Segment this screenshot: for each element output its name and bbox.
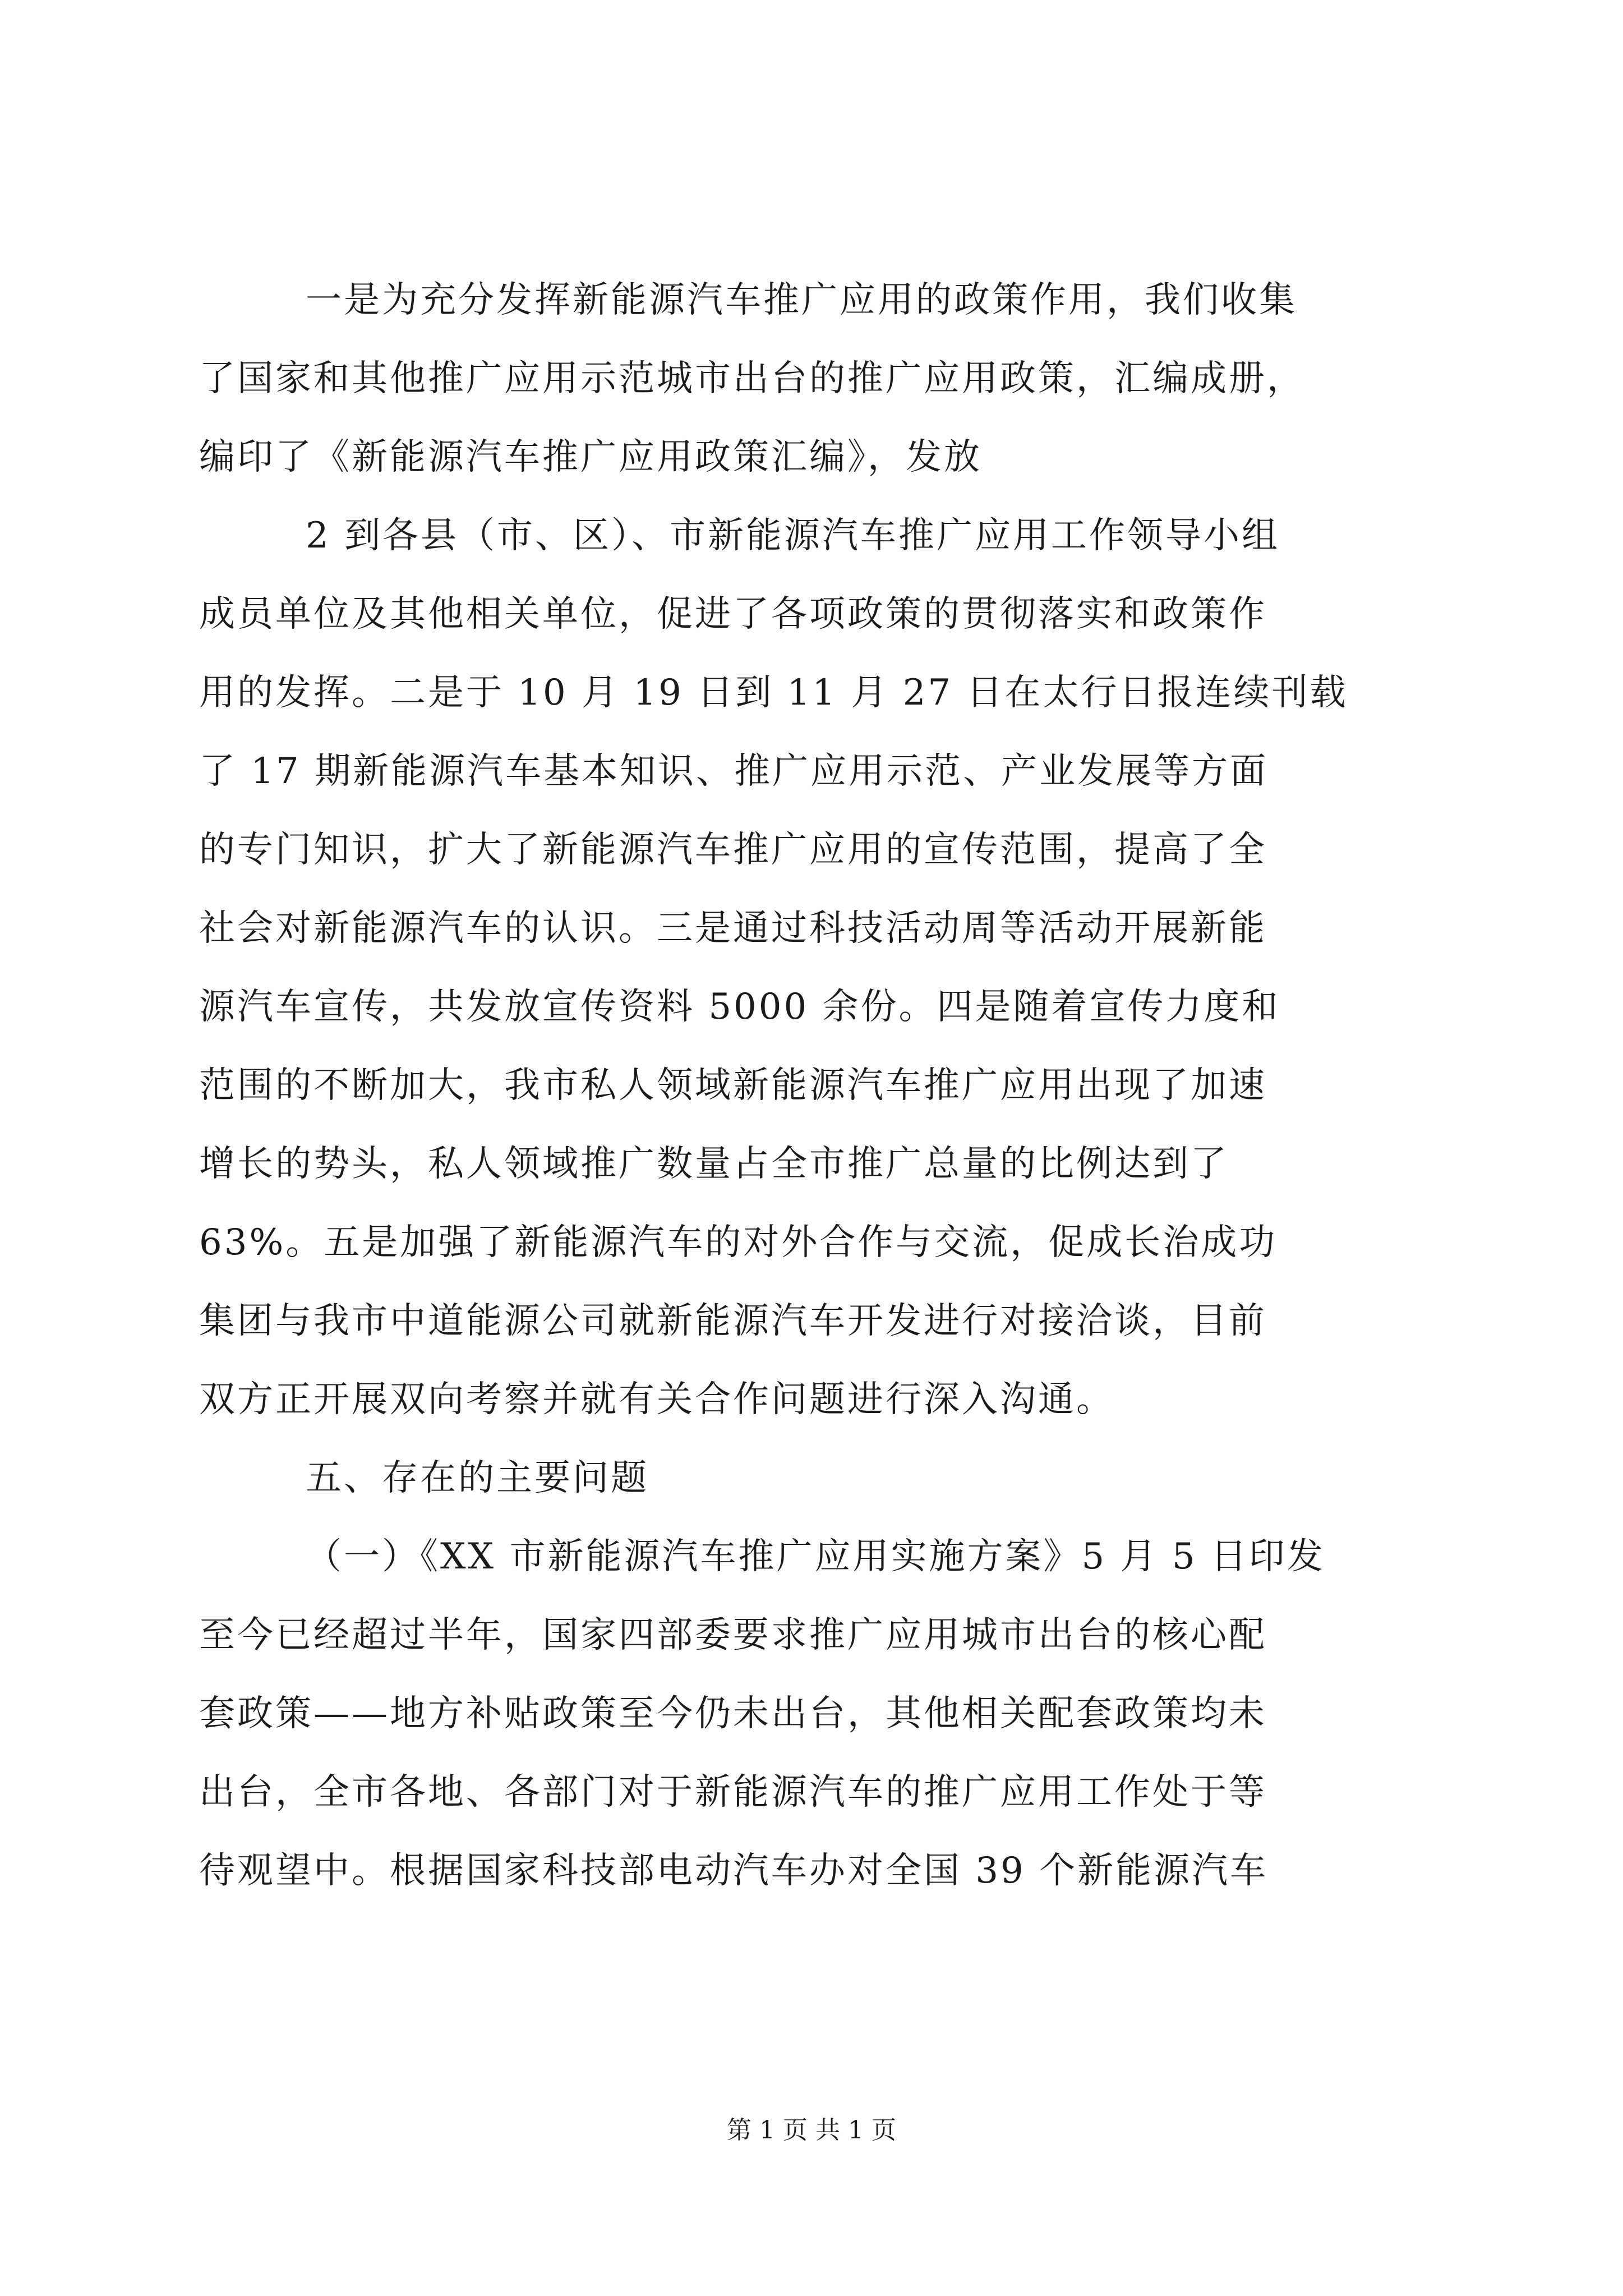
text-line: 至今已经超过半年，国家四部委要求推广应用城市出台的核心配 bbox=[199, 1614, 1267, 1656]
text-line: （一）《XX 市新能源汽车推广应用实施方案》5 月 5 日印发 bbox=[306, 1536, 1325, 1577]
section-heading: 五、存在的主要问题 bbox=[306, 1457, 649, 1499]
text-line: 集团与我市中道能源公司就新能源汽车开发进行对接洽谈，目前 bbox=[199, 1300, 1267, 1342]
text-line: 套政策——地方补贴政策至今仍未出台，其他相关配套政策均未 bbox=[199, 1693, 1267, 1734]
text-line: 出台，全市各地、各部门对于新能源汽车的推广应用工作处于等 bbox=[199, 1772, 1267, 1813]
page-number-footer: 第 1 页 共 1 页 bbox=[727, 2116, 896, 2145]
text-line: 一是为充分发挥新能源汽车推广应用的政策作用，我们收集 bbox=[306, 279, 1297, 321]
text-line: 成员单位及其他相关单位，促进了各项政策的贯彻落实和政策作 bbox=[199, 593, 1267, 635]
text-line: 了 17 期新能源汽车基本知识、推广应用示范、产业发展等方面 bbox=[199, 751, 1269, 792]
text-line: 源汽车宣传，共发放宣传资料 5000 余份。四是随着宣传力度和 bbox=[199, 986, 1280, 1028]
text-line: 2 到各县（市、区）、市新能源汽车推广应用工作领导小组 bbox=[306, 515, 1280, 556]
text-line: 的专门知识，扩大了新能源汽车推广应用的宣传范围，提高了全 bbox=[199, 829, 1267, 871]
text-line: 待观望中。根据国家科技部电动汽车办对全国 39 个新能源汽车 bbox=[199, 1850, 1269, 1892]
text-line: 用的发挥。二是于 10 月 19 日到 11 月 27 日在太行日报连续刊载 bbox=[199, 672, 1348, 714]
text-line: 63%。五是加强了新能源汽车的对外合作与交流，促成长治成功 bbox=[199, 1222, 1278, 1263]
text-line: 双方正开展双向考察并就有关合作问题进行深入沟通。 bbox=[199, 1379, 1114, 1420]
text-line: 社会对新能源汽车的认识。三是通过科技活动周等活动开展新能 bbox=[199, 908, 1267, 949]
text-line: 范围的不断加大，我市私人领域新能源汽车推广应用出现了加速 bbox=[199, 1065, 1267, 1106]
text-line: 编印了《新能源汽车推广应用政策汇编》，发放 bbox=[199, 436, 982, 478]
text-line: 增长的势头，私人领域推广数量占全市推广总量的比例达到了 bbox=[199, 1143, 1229, 1185]
text-line: 了国家和其他推广应用示范城市出台的推广应用政策，汇编成册， bbox=[199, 358, 1305, 399]
